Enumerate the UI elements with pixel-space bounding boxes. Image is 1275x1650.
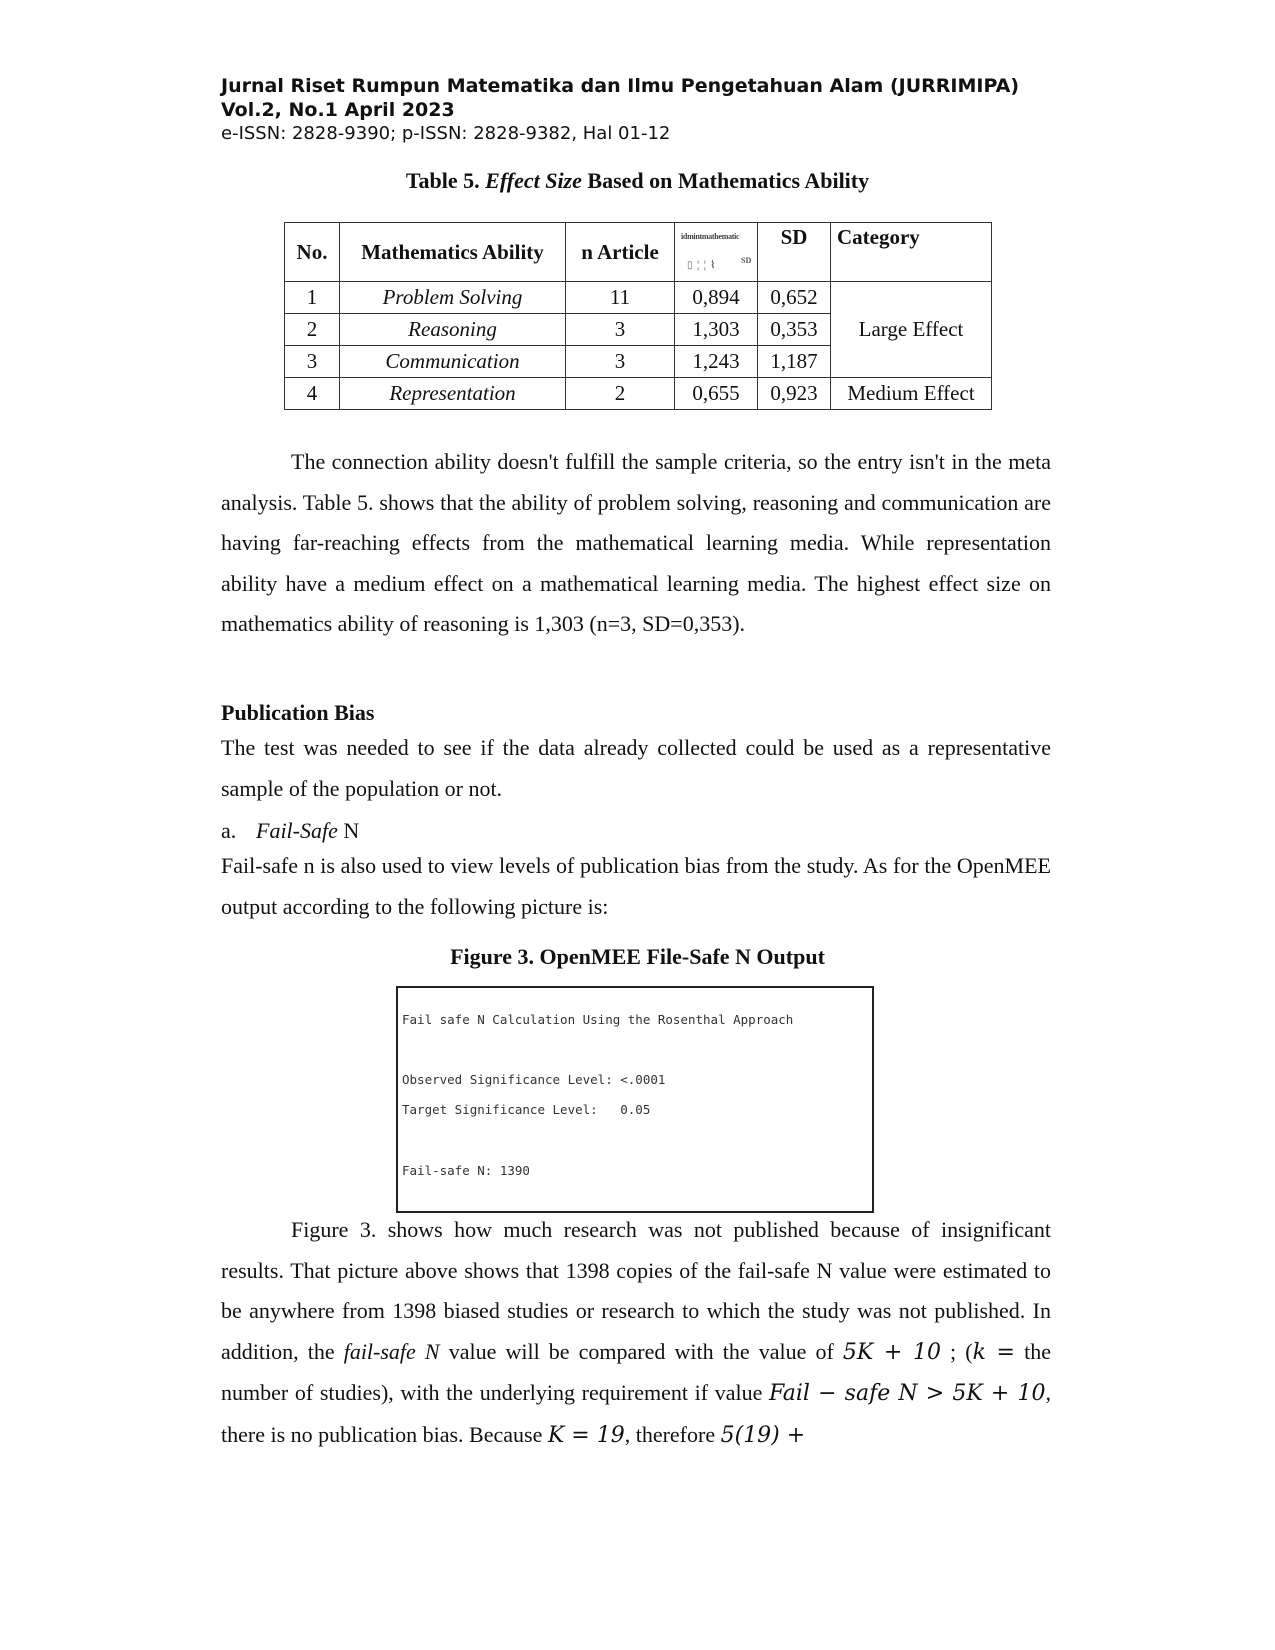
section-heading: Publication Bias	[221, 700, 375, 725]
journal-title: Jurnal Riset Rumpun Matematika dan Ilmu Pengetahuan Alam (JURRIMIPA)	[221, 75, 1020, 97]
table-row: 2 Reasoning 3 1,303 0,353	[285, 314, 992, 346]
openmee-output-screenshot: Fail safe N Calculation Using the Rosenthal Approach Observed Significance Level: <.0001 Target Significance Level: 0.05 Fail-safe N: 1390	[396, 986, 874, 1213]
list-item-fail-safe: a. Fail-Safe N	[221, 818, 360, 843]
header-category: Category	[831, 223, 992, 282]
paragraph-figure-discussion: Figure 3. shows how much research was not published because of insignificant results. That picture above shows that 1398 copies of the fail-safe N value were estimated to be anywhere from 1398 biased studies or research to which the study was not published. In addition, the fail-safe N value will be compared with the value of 5K + 10 ; (k = the number of studies), with the underlying requirement if value Fail − safe N > 5K + 10, there is no publication bias. Because K = 19, therefore 5(19) +	[221, 1217, 1051, 1448]
journal-header	[221, 74, 1019, 146]
paragraph-fail-safe: Fail-safe n is also used to view levels of publication bias from the study. As for the OpenMEE output according to the following picture is:	[221, 853, 1051, 919]
header-no: No.	[285, 223, 340, 282]
table-row: 3 Communication 3 1,243 1,187	[285, 346, 992, 378]
category-medium-effect: Medium Effect	[831, 378, 992, 410]
header-sd: SD	[758, 223, 831, 282]
effect-size-header-image: idmintmathematic ▯ ¦ ¦ ⌇ SD	[681, 232, 752, 271]
effect-size-table	[284, 222, 992, 410]
journal-volume: Vol.2, No.1 April 2023	[221, 99, 455, 121]
paragraph-publication-bias: The test was needed to see if the data already collected could be used as a representative sample of the population or not.	[221, 735, 1051, 801]
header-ability: Mathematics Ability	[340, 223, 566, 282]
table-caption: Table 5. Effect Size Based on Mathematics Ability	[405, 168, 870, 193]
header-effect-size-thumbnail	[675, 223, 758, 282]
category-large-effect: Large Effect	[831, 282, 992, 378]
header-n-article: n Article	[566, 223, 675, 282]
table-row: 4 Representation 2 0,655 0,923 Medium Effect	[285, 378, 992, 410]
journal-issn: e-ISSN: 2828-9390; p-ISSN: 2828-9382, Hal 01-12	[221, 123, 671, 144]
table-row: 1 Problem Solving 11 0,894 0,652 Large Effect	[285, 282, 992, 314]
table-header-row	[285, 223, 992, 282]
figure-caption: Figure 3. OpenMEE File-Safe N Output	[450, 944, 825, 969]
paragraph-table-discussion: The connection ability doesn't fulfill the sample criteria, so the entry isn't in the meta analysis. Table 5. shows that the ability of problem solving, reasoning and communication are having far-reaching effects from the mathematical learning media. While representation ability have a medium effect on a mathematical learning media. The highest effect size on mathematics ability of reasoning is 1,303 (n=3, SD=0,353).	[221, 449, 1051, 636]
